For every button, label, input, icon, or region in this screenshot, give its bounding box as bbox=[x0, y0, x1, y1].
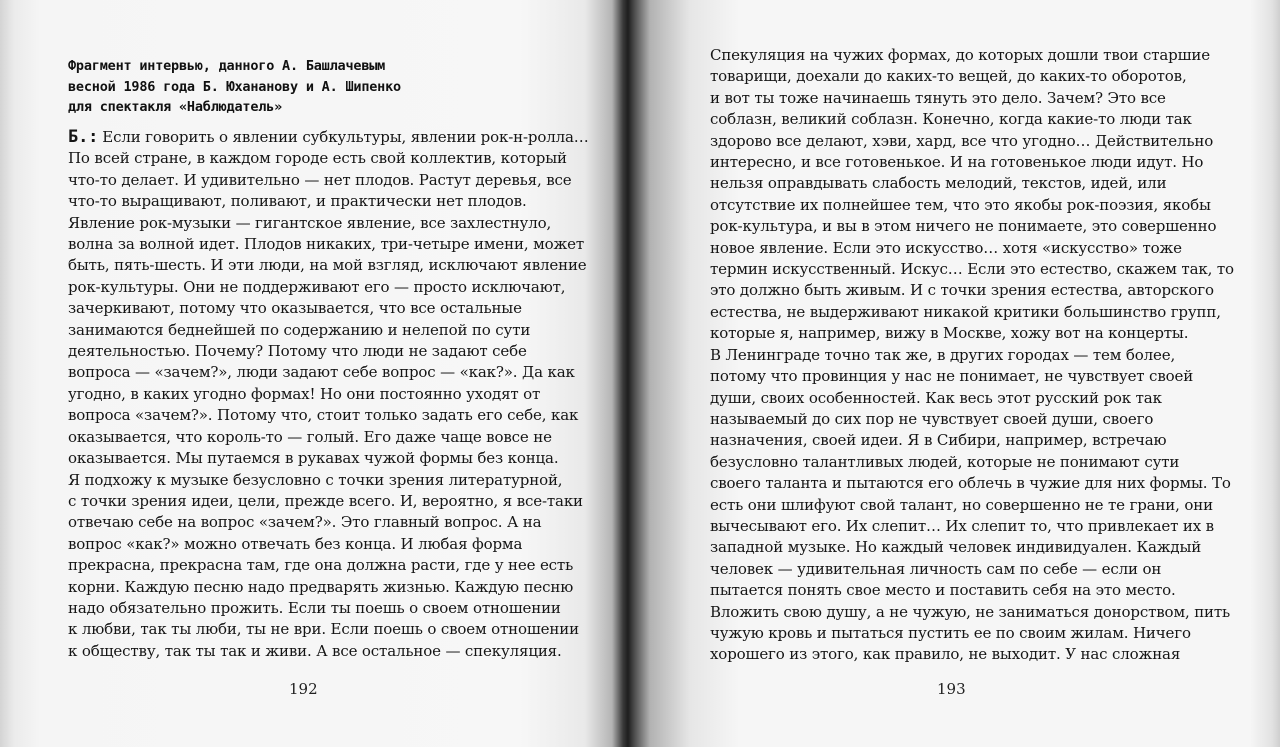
heading-line: весной 1986 года Б. Юхананову и А. Шипенко bbox=[68, 78, 401, 95]
line-text: вычесывают его. Их слепит… Их слепит то, что привлекает их в bbox=[710, 516, 1214, 535]
text-line bbox=[710, 345, 1270, 366]
line-text: По всей стране, в каждом городе есть свой коллектив, который bbox=[68, 149, 567, 168]
interview-heading bbox=[68, 56, 588, 118]
line-text: Явление рок-музыки — гигантское явление, все захлестнуло, bbox=[68, 213, 552, 232]
text-line bbox=[68, 277, 598, 298]
text-line bbox=[68, 405, 598, 426]
text-line bbox=[68, 577, 598, 598]
line-text: которые я, например, вижу в Москве, хожу вот на концерты. bbox=[710, 324, 1189, 343]
line-text: рок-культура, и вы в этом ничего не понимаете, это совершенно bbox=[710, 217, 1217, 236]
text-line bbox=[710, 473, 1270, 494]
line-text: Спекуляция на чужих формах, до которых дошли твои старшие bbox=[710, 46, 1210, 64]
line-text: соблазн, великий соблазн. Конечно, когда какие-то люди так bbox=[710, 110, 1192, 129]
line-text: отвечаю себе на вопрос «зачем?». Это главный вопрос. А на bbox=[68, 513, 542, 532]
line-text: новое явление. Если это искусство… хотя «искусство» тоже bbox=[710, 238, 1182, 257]
page-number-right: 193 bbox=[937, 680, 966, 698]
line-text: вопроса «зачем?». Потому что, стоит только задать его себе, как bbox=[68, 406, 579, 425]
line-text: и вот ты тоже начинаешь тянуть это дело. Зачем? Это все bbox=[710, 88, 1166, 107]
line-text: потому что провинция у нас не понимает, не чувствует своей bbox=[710, 367, 1194, 386]
text-line bbox=[68, 127, 598, 148]
text-line bbox=[710, 537, 1270, 558]
text-line bbox=[68, 619, 598, 640]
line-text: зачеркивают, потому что оказывается, что все остальные bbox=[68, 299, 522, 318]
text-line bbox=[710, 195, 1270, 216]
line-text: Вложить свою душу, а не чужую, не заниматься донорством, пить bbox=[710, 602, 1231, 621]
text-line bbox=[68, 448, 598, 469]
left-page bbox=[0, 0, 620, 747]
right-body-text bbox=[710, 45, 1270, 666]
text-line bbox=[710, 452, 1270, 473]
text-line bbox=[68, 470, 598, 491]
line-text: Если говорить о явлении субкультуры, явлении рок-н-ролла… bbox=[102, 128, 589, 146]
page-number-left: 192 bbox=[289, 680, 318, 698]
text-line bbox=[68, 491, 598, 512]
text-line bbox=[68, 320, 598, 341]
text-line bbox=[710, 216, 1270, 237]
speaker-label: Б.: bbox=[68, 127, 99, 147]
right-page bbox=[635, 0, 1280, 747]
line-text: западной музыке. Но каждый человек индивидуален. Каждый bbox=[710, 538, 1202, 557]
line-text: Я подхожу к музыке безусловно с точки зрения литературной, bbox=[68, 470, 563, 489]
line-text: товарищи, доехали до каких-то вещей, до каких-то оборотов, bbox=[710, 67, 1187, 86]
line-text: отсутствие их полнейшее тем, что это якобы рок-поэзия, якобы bbox=[710, 195, 1211, 214]
text-line bbox=[68, 234, 598, 255]
text-line bbox=[710, 323, 1270, 344]
text-line bbox=[710, 302, 1270, 323]
text-line bbox=[710, 580, 1270, 601]
line-text: быть, пять-шесть. И эти люди, на мой взгляд, исключают явление bbox=[68, 256, 587, 275]
text-line bbox=[710, 152, 1270, 173]
text-line bbox=[68, 148, 598, 169]
text-line bbox=[710, 109, 1270, 130]
line-text: естества, не выдерживают никакой критики большинство групп, bbox=[710, 302, 1221, 321]
line-text: это должно быть живым. И с точки зрения естества, авторского bbox=[710, 281, 1214, 300]
line-text: своего таланта и пытаются его облечь в чужие для них формы. То bbox=[710, 474, 1231, 493]
text-line bbox=[710, 366, 1270, 387]
text-line bbox=[710, 259, 1270, 280]
line-text: вопрос «как?» можно отвечать без конца. И любая форма bbox=[68, 534, 523, 553]
text-line bbox=[710, 644, 1270, 665]
line-text: что-то делает. И удивительно — нет плодов. Растут деревья, все bbox=[68, 170, 572, 189]
text-line bbox=[710, 516, 1270, 537]
line-text: корни. Каждую песню надо предварять жизнью. Каждую песню bbox=[68, 577, 574, 596]
text-line bbox=[710, 409, 1270, 430]
line-text: термин искусственный. Искус… Если это естество, скажем так, то bbox=[710, 260, 1234, 279]
text-line bbox=[68, 427, 598, 448]
line-text: человек — удивительная личность сам по себе — если он bbox=[710, 559, 1162, 578]
text-line bbox=[68, 191, 598, 212]
text-line bbox=[68, 641, 598, 662]
text-line bbox=[710, 495, 1270, 516]
line-text: занимаются беднейшей по содержанию и нелепой по сути bbox=[68, 320, 531, 339]
text-line bbox=[710, 173, 1270, 194]
text-line bbox=[68, 512, 598, 533]
text-line bbox=[68, 255, 598, 276]
text-line bbox=[68, 170, 598, 191]
line-text: есть они шлифуют свой талант, но совершенно не те грани, они bbox=[710, 495, 1213, 514]
text-line bbox=[710, 45, 1270, 66]
line-text: что-то выращивают, поливают, и практически нет плодов. bbox=[68, 192, 527, 211]
line-text: надо обязательно прожить. Если ты поешь о своем отношении bbox=[68, 598, 561, 617]
text-line bbox=[68, 341, 598, 362]
line-text: прекрасна, прекрасна там, где она должна расти, где у нее есть bbox=[68, 556, 574, 575]
text-line bbox=[710, 602, 1270, 623]
text-line bbox=[68, 298, 598, 319]
line-text: вопроса — «зачем?», люди задают себе вопрос — «как?». Да как bbox=[68, 363, 575, 382]
line-text: угодно, в каких угодно формах! Но они постоянно уходят от bbox=[68, 384, 541, 403]
left-body-text bbox=[68, 127, 598, 662]
heading-line: Фрагмент интервью, данного А. Башлачевым bbox=[68, 58, 386, 74]
text-line bbox=[710, 238, 1270, 259]
line-text: называемый до сих пор не чувствует своей души, своего bbox=[710, 409, 1154, 428]
line-text: оказывается, что король-то — голый. Его даже чаще вовсе не bbox=[68, 427, 552, 446]
text-line bbox=[68, 598, 598, 619]
line-text: души, своих особенностей. Как весь этот русский рок так bbox=[710, 388, 1162, 407]
line-text: волна за волной идет. Плодов никаких, три-четыре имени, может bbox=[68, 235, 584, 254]
line-text: нельзя оправдывать слабость мелодий, текстов, идей, или bbox=[710, 174, 1167, 193]
line-text: назначения, своей идеи. Я в Сибири, например, встречаю bbox=[710, 431, 1167, 450]
line-text: к любви, так ты люби, ты не ври. Если поешь о своем отношении bbox=[68, 620, 579, 639]
line-text: пытается понять свое место и поставить себя на это место. bbox=[710, 581, 1176, 600]
text-line bbox=[710, 430, 1270, 451]
line-text: деятельностью. Почему? Потому что люди не задают себе bbox=[68, 342, 527, 361]
line-text: В Ленинграде точно так же, в других городах — тем более, bbox=[710, 345, 1176, 364]
line-text: чужую кровь и пытаться пустить ее по своим жилам. Ничего bbox=[710, 623, 1191, 642]
line-text: с точки зрения идеи, цели, прежде всего. И, вероятно, я все-таки bbox=[68, 491, 583, 510]
line-text: безусловно талантливых людей, которые не понимают сути bbox=[710, 452, 1180, 471]
text-line bbox=[710, 88, 1270, 109]
line-text: здорово все делают, хэви, хард, все что угодно… Действительно bbox=[710, 131, 1214, 150]
text-line bbox=[68, 384, 598, 405]
line-text: оказывается. Мы путаемся в рукавах чужой формы без конца. bbox=[68, 449, 559, 468]
text-line bbox=[68, 362, 598, 383]
line-text: к обществу, так ты так и живи. А все остальное — спекуляция. bbox=[68, 641, 562, 660]
text-line bbox=[710, 66, 1270, 87]
text-line bbox=[710, 559, 1270, 580]
heading-line: для спектакля «Наблюдатель» bbox=[68, 99, 283, 115]
text-line bbox=[710, 388, 1270, 409]
line-text: интересно, и все готовенькое. И на готовенькое люди идут. Но bbox=[710, 153, 1204, 172]
text-line bbox=[68, 213, 598, 234]
text-line bbox=[710, 131, 1270, 152]
text-line bbox=[68, 534, 598, 555]
text-line bbox=[68, 555, 598, 576]
text-line bbox=[710, 623, 1270, 644]
line-text: рок-культуры. Они не поддерживают его — просто исключают, bbox=[68, 277, 566, 296]
line-text: хорошего из этого, как правило, не выходит. У нас сложная bbox=[710, 645, 1181, 664]
text-line bbox=[710, 280, 1270, 301]
